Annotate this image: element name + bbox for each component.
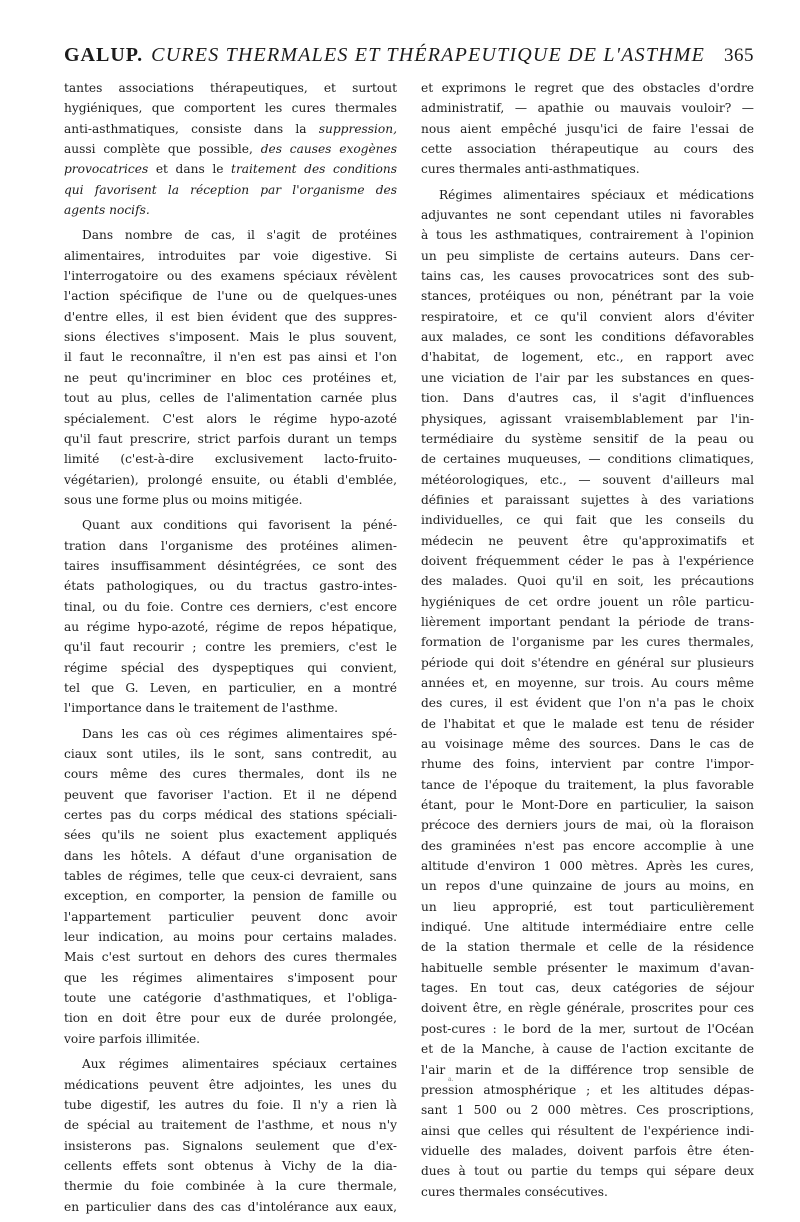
text-line: définies et paraissant sujettes à des variations bbox=[421, 492, 754, 507]
text-line: l'air marin et de la différence trop sensible de bbox=[421, 1062, 754, 1077]
text-line: l'importance dans le traitement de l'asthme. bbox=[64, 701, 339, 716]
text-line: ne peut qu'incriminer en bloc ces protéines et, bbox=[64, 370, 397, 385]
text-columns bbox=[64, 78, 754, 1222]
text-line: médications peuvent être adjointes, les unes du bbox=[64, 1077, 397, 1092]
text-line: cures thermales consécutives. bbox=[421, 1184, 608, 1199]
text-line: des malades. Quoi qu'il en soit, les précautions bbox=[421, 574, 754, 589]
text-run: aussi complète que possible, bbox=[64, 142, 261, 157]
text-line: des cures, il est évident que l'on n'a pas le choix bbox=[421, 696, 754, 711]
text-line: hygiéniques de cet ordre jouent un rôle particu- bbox=[421, 594, 754, 609]
text-line: Aux régimes alimentaires spéciaux certaines bbox=[82, 1057, 397, 1072]
text-line: Dans les cas où ces régimes alimentaires spé- bbox=[82, 726, 397, 741]
text-line: sées qu'ils ne soient plus exactement appliqués bbox=[64, 828, 397, 843]
text-line: végétarien), prolongé ensuite, ou établi d'emblée, bbox=[64, 472, 397, 487]
text-line: l'appartement particulier peuvent donc avoir bbox=[64, 909, 397, 924]
paragraph bbox=[64, 724, 397, 1050]
text-line: en particulier dans des cas d'intolérance aux eaux, bbox=[64, 1199, 397, 1214]
text-line: agents nocifs. bbox=[64, 203, 150, 218]
text-line: tages. En tout cas, deux catégories de séjour bbox=[421, 981, 754, 996]
text-line: qu'il faut recourir ; contre les premiers, c'est le bbox=[64, 640, 397, 655]
text-line: qu'il faut prescrire, strict parfois durant un temps bbox=[64, 431, 397, 446]
text-line: des graminées n'est pas encore accomplie à une bbox=[421, 838, 754, 853]
text-line: adjuvantes ne sont cependant utiles ni favorables bbox=[421, 208, 754, 223]
text-line: spécialement. C'est alors le régime hypo-azoté bbox=[64, 411, 397, 426]
text-line: toute une catégorie d'asthmatiques, et l'obliga- bbox=[64, 991, 397, 1006]
page-number: 365 bbox=[724, 45, 754, 66]
text-line: sions électives s'imposent. Mais le plus souvent, bbox=[64, 330, 397, 345]
text-line: Quant aux conditions qui favorisent la péné- bbox=[82, 518, 397, 533]
text-line: tube digestif, les autres du foie. Il n'y a rien là bbox=[64, 1097, 397, 1112]
text-line: limité (c'est-à-dire exclusivement lacto-fruito- bbox=[64, 452, 397, 467]
text-line: un lieu approprié, est tout particulièrement bbox=[421, 899, 754, 914]
text-line: sant 1 500 ou 2 000 mètres. Ces proscriptions, bbox=[421, 1103, 754, 1118]
text-line: tion en doit être pour eux de durée prolongée, bbox=[64, 1011, 397, 1026]
text-line: de l'habitat et que le malade est tenu de résider bbox=[421, 716, 754, 731]
text-line: alimentaires, introduites par voie digestive. Si bbox=[64, 248, 397, 263]
text-line: termédiaire du système sensitif de la peau ou bbox=[421, 431, 754, 446]
text-line: à tous les asthmatiques, contrairement à l'opinion bbox=[421, 228, 754, 243]
text-line: un peu simpliste de certains auteurs. Dans cer- bbox=[421, 248, 754, 263]
text-run: anti-asthmatiques, consiste dans la bbox=[64, 121, 319, 136]
text-line: hygiéniques, que comportent les cures thermales bbox=[64, 101, 397, 116]
text-run: et dans le bbox=[148, 162, 232, 177]
text-line: cellents effets sont obtenus à Vichy de la dia- bbox=[64, 1158, 397, 1173]
footer-mark: a. bbox=[448, 1076, 454, 1083]
text-line: tel que G. Leven, en particulier, en a montré bbox=[64, 680, 397, 695]
text-line: un repos d'une quinzaine de jours au moins, en bbox=[421, 879, 754, 894]
text-line: de spécial au traitement de l'asthme, et nous n'y bbox=[64, 1118, 397, 1133]
text-line: respiratoire, et ce qu'il convient alors d'éviter bbox=[421, 309, 754, 324]
text-line: médecin ne peuvent être qu'approximatifs et bbox=[421, 533, 754, 548]
text-line: et de la Manche, à cause de l'action excitante de bbox=[421, 1042, 754, 1057]
text-line: dues à tout ou partie du temps qui sépare deux bbox=[421, 1164, 754, 1179]
left-column bbox=[64, 78, 397, 1222]
paragraph bbox=[64, 225, 397, 510]
text-line: leur indication, au moins pour certains malades. bbox=[64, 930, 397, 945]
text-line: cures thermales anti-asthmatiques. bbox=[421, 162, 640, 177]
emphasis: des causes exogènes bbox=[260, 142, 397, 157]
text-line: physiques, agissant vraisemblablement par l'in- bbox=[421, 411, 754, 426]
text-line: sous une forme plus ou moins mitigée. bbox=[64, 492, 303, 507]
text-line: Mais c'est surtout en dehors des cures thermales bbox=[64, 950, 397, 965]
text-line: lièrement important pendant la période de trans- bbox=[421, 614, 754, 629]
text-line: pression atmosphérique ; et les altitudes dépas- bbox=[421, 1082, 754, 1097]
text-line: indiqué. Une altitude intermédiaire entre celle bbox=[421, 920, 754, 935]
emphasis: traitement des conditions bbox=[231, 162, 398, 177]
text-line: ciaux sont utiles, ils le sont, sans contredit, au bbox=[64, 747, 397, 761]
paragraph bbox=[64, 78, 397, 220]
text-line: peuvent que favoriser l'action. Et il ne dépend bbox=[64, 787, 397, 802]
text-line: nous aient empêché jusqu'ici de faire l'essai de bbox=[421, 121, 754, 136]
text-line: au voisinage même des sources. Dans le cas de bbox=[421, 737, 754, 751]
text-line: au régime hypo-azoté, régime de repos hépatique, bbox=[64, 619, 397, 634]
text-line: une viciation de l'air par les substances en ques- bbox=[421, 370, 754, 385]
text-line bbox=[64, 139, 397, 159]
text-line: de la station thermale et celle de la résidence bbox=[421, 940, 754, 955]
text-line: cette association thérapeutique au cours des bbox=[421, 142, 754, 157]
text-line: et exprimons le regret que des obstacles d'ordre bbox=[421, 81, 754, 95]
text-line: habituelle semble présenter le maximum d'avan- bbox=[421, 960, 754, 975]
text-line: étant, pour le Mont-Dore en particulier, la saison bbox=[421, 798, 754, 813]
paragraph bbox=[421, 78, 754, 180]
text-line: altitude d'environ 1 000 mètres. Après les cures, bbox=[421, 859, 754, 874]
header-title: CURES THERMALES ET THÉRAPEUTIQUE DE L'ASTHME bbox=[151, 44, 706, 66]
text-line: post-cures : le bord de la mer, surtout de l'Océan bbox=[421, 1021, 754, 1036]
text-line bbox=[64, 119, 397, 139]
right-column bbox=[421, 78, 754, 1222]
text-line: d'habitat, de logement, etc., en rapport avec bbox=[421, 350, 754, 365]
text-line: stances, protéiques ou non, pénétrant par la voie bbox=[421, 289, 754, 304]
text-line: individuelles, ce qui fait que les conseils du bbox=[421, 513, 754, 528]
emphasis: provocatrices bbox=[64, 162, 149, 177]
text-line: tration dans l'organisme des protéines alimen- bbox=[64, 538, 397, 553]
text-line bbox=[64, 159, 397, 179]
text-line: tinal, ou du foie. Contre ces derniers, c'est encore bbox=[64, 599, 397, 614]
text-line: tables de régimes, telle que ceux-ci devraient, sans bbox=[64, 869, 397, 884]
text-line: tance de l'époque du traitement, la plus favorable bbox=[421, 777, 754, 792]
text-line: météorologiques, etc., — souvent d'ailleurs mal bbox=[421, 472, 754, 487]
text-line: années et, en moyenne, sur trois. Au cours même bbox=[421, 675, 754, 690]
text-line: taires insuffisamment désintégrées, ce sont des bbox=[64, 558, 397, 573]
text-line: insisterons pas. Signalons seulement que d'ex- bbox=[64, 1138, 397, 1153]
text-line: tout au plus, celles de l'alimentation carnée plus bbox=[64, 391, 397, 406]
text-line: que les régimes alimentaires s'imposent pour bbox=[64, 970, 397, 985]
text-line: tantes associations thérapeutiques, et surtout bbox=[64, 81, 397, 95]
text-line: il faut le reconnaître, il n'en est pas ainsi et l'on bbox=[64, 350, 397, 365]
text-line: l'action spécifique de l'une ou de quelques-unes bbox=[64, 289, 397, 304]
text-line: ainsi que celles qui résultent de l'expérience indi- bbox=[421, 1123, 754, 1138]
text-line: de certaines muqueuses, — conditions climatiques, bbox=[421, 452, 754, 467]
running-head bbox=[64, 44, 754, 74]
text-line: thermie du foie combinée à la cure thermale, bbox=[64, 1179, 397, 1194]
text-line: Dans nombre de cas, il s'agit de protéines bbox=[82, 228, 397, 243]
text-line: exception, en comporter, la pension de famille ou bbox=[64, 889, 397, 904]
text-line: cours même des cures thermales, dont ils ne bbox=[64, 767, 397, 782]
paragraph bbox=[64, 1054, 397, 1217]
text-line: qui favorisent la réception par l'organisme des bbox=[64, 182, 397, 197]
text-line: administratif, — apathie ou mauvais vouloir? — bbox=[421, 101, 754, 116]
header-author: GALUP. bbox=[64, 44, 144, 66]
text-line: doivent fréquemment céder le pas à l'expérience bbox=[421, 553, 754, 568]
emphasis: suppression, bbox=[318, 121, 397, 136]
paragraph bbox=[64, 515, 397, 718]
text-line: certes pas du corps médical des stations spéciali- bbox=[64, 808, 397, 823]
text-line: états pathologiques, ou du tractus gastro-intes- bbox=[64, 579, 397, 594]
text-line: Régimes alimentaires spéciaux et médications bbox=[439, 187, 754, 202]
text-line: d'entre elles, il est bien évident que des suppres- bbox=[64, 309, 397, 324]
text-line: rhume des foins, intervient par contre l'impor- bbox=[421, 757, 754, 772]
text-line: période qui doit s'étendre en général sur plusieurs bbox=[421, 655, 754, 670]
text-line: viduelle des malades, doivent parfois être éten- bbox=[421, 1143, 754, 1158]
text-line: tion. Dans d'autres cas, il s'agit d'influences bbox=[421, 391, 754, 406]
text-line: formation de l'organisme par les cures thermales, bbox=[421, 635, 754, 650]
text-line: l'interrogatoire ou des examens spéciaux révèlent bbox=[64, 269, 397, 284]
paragraph bbox=[421, 185, 754, 1202]
text-line: voire parfois illimitée. bbox=[64, 1031, 201, 1046]
text-line: aux malades, ce sont les conditions défavorables bbox=[421, 330, 754, 345]
text-line: dans les hôtels. A défaut d'une organisation de bbox=[64, 848, 397, 863]
text-line: précoce des derniers jours de mai, où la floraison bbox=[421, 818, 754, 833]
text-line: tains cas, les causes provocatrices sont des sub- bbox=[421, 269, 754, 284]
text-line: doivent être, en règle générale, proscrites pour ces bbox=[421, 1001, 754, 1016]
text-line: régime spécial des dyspeptiques qui convient, bbox=[64, 660, 397, 675]
